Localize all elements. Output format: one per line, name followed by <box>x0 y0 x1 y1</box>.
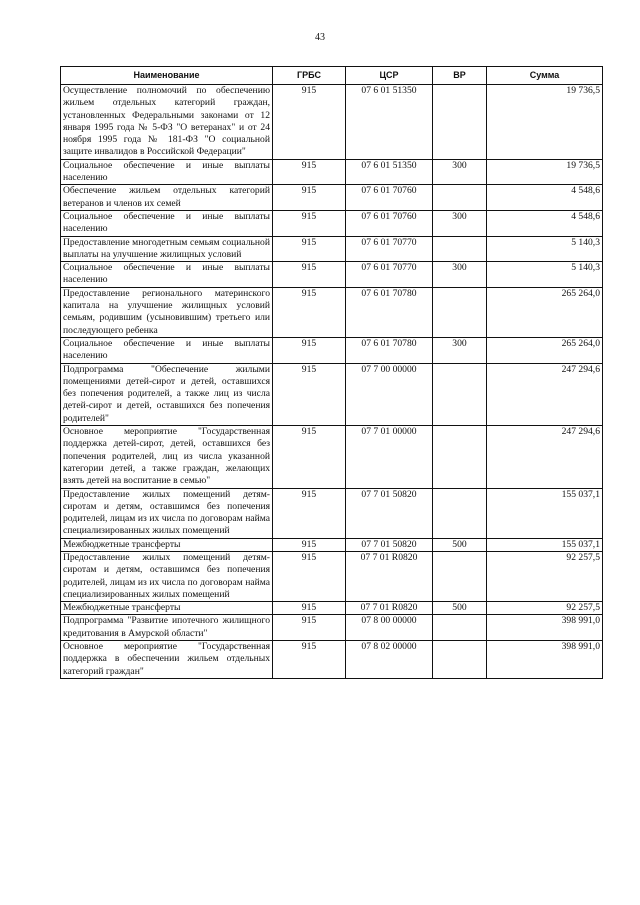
table-row <box>61 159 603 185</box>
row-vr: 500 <box>433 602 487 615</box>
header-sum: Сумма <box>487 67 603 85</box>
row-vr <box>433 236 487 262</box>
row-csr: 07 6 01 51350 <box>346 85 433 160</box>
row-sum: 155 037,1 <box>487 538 603 551</box>
row-grbs: 915 <box>273 159 346 185</box>
row-grbs: 915 <box>273 262 346 288</box>
row-name: Обеспечение жильем отдельных категорий ветеранов и членов их семей <box>61 185 273 211</box>
row-name: Социальное обеспечение и иные выплаты населению <box>61 262 273 288</box>
table-row <box>61 602 603 615</box>
row-grbs: 915 <box>273 538 346 551</box>
table-row <box>61 210 603 236</box>
table-row <box>61 488 603 538</box>
row-sum: 92 257,5 <box>487 602 603 615</box>
row-name: Основное мероприятие "Государственная поддержка детей-сирот, детей, оставшихся без попечения родителей, лиц из числа указанной категории детей, а также граждан, желающих взять детей на воспитание в семью" <box>61 426 273 488</box>
row-csr: 07 8 00 00000 <box>346 615 433 641</box>
row-vr: 500 <box>433 538 487 551</box>
table-row <box>61 85 603 160</box>
row-vr: 300 <box>433 262 487 288</box>
row-vr <box>433 488 487 538</box>
row-csr: 07 6 01 70770 <box>346 236 433 262</box>
budget-table <box>60 66 603 679</box>
row-grbs: 915 <box>273 185 346 211</box>
table-header-row <box>61 67 603 85</box>
row-grbs: 915 <box>273 551 346 601</box>
row-grbs: 915 <box>273 85 346 160</box>
row-vr <box>433 641 487 679</box>
row-grbs: 915 <box>273 641 346 679</box>
row-sum: 19 736,5 <box>487 159 603 185</box>
table-row <box>61 641 603 679</box>
row-vr <box>433 287 487 337</box>
row-name: Межбюджетные трансферты <box>61 538 273 551</box>
row-grbs: 915 <box>273 363 346 425</box>
row-vr <box>433 426 487 488</box>
row-csr: 07 7 01 50820 <box>346 538 433 551</box>
row-csr: 07 6 01 70760 <box>346 210 433 236</box>
row-csr: 07 6 01 70780 <box>346 337 433 363</box>
header-vr: ВР <box>433 67 487 85</box>
row-vr <box>433 615 487 641</box>
row-vr <box>433 551 487 601</box>
row-csr: 07 7 01 R0820 <box>346 551 433 601</box>
row-name: Межбюджетные трансферты <box>61 602 273 615</box>
row-grbs: 915 <box>273 615 346 641</box>
row-vr: 300 <box>433 159 487 185</box>
row-csr: 07 6 01 70770 <box>346 262 433 288</box>
row-grbs: 915 <box>273 602 346 615</box>
row-name: Осуществление полномочий по обеспечению жильем отдельных категорий граждан, установленных Федеральными законами от 12 января 1995 года № 5-ФЗ "О ветеранах" и от 24 ноября 1995 года № 181-ФЗ "О социальной защите инвалидов в Российской Федерации" <box>61 85 273 160</box>
table-row <box>61 538 603 551</box>
row-sum: 398 991,0 <box>487 615 603 641</box>
row-csr: 07 8 02 00000 <box>346 641 433 679</box>
row-csr: 07 6 01 70780 <box>346 287 433 337</box>
row-vr <box>433 85 487 160</box>
table-row <box>61 551 603 601</box>
row-name: Предоставление регионального материнского капитала на улучшение жилищных условий семьям, родившим (усыновившим) третьего или последующего ребенка <box>61 287 273 337</box>
table-row <box>61 615 603 641</box>
table-row <box>61 262 603 288</box>
row-name: Подпрограмма "Обеспечение жилыми помещениями детей-сирот и детей, оставшихся без попечения родителей, а также лиц из числа детей-сирот и детей, оставшихся без попечения родителей" <box>61 363 273 425</box>
row-sum: 398 991,0 <box>487 641 603 679</box>
row-csr: 07 7 01 00000 <box>346 426 433 488</box>
row-sum: 265 264,0 <box>487 337 603 363</box>
row-vr <box>433 363 487 425</box>
row-sum: 155 037,1 <box>487 488 603 538</box>
row-sum: 265 264,0 <box>487 287 603 337</box>
row-sum: 4 548,6 <box>487 210 603 236</box>
row-sum: 19 736,5 <box>487 85 603 160</box>
row-csr: 07 6 01 70760 <box>346 185 433 211</box>
row-grbs: 915 <box>273 488 346 538</box>
row-sum: 4 548,6 <box>487 185 603 211</box>
page-number: 43 <box>315 32 325 43</box>
row-csr: 07 6 01 51350 <box>346 159 433 185</box>
row-name: Социальное обеспечение и иные выплаты населению <box>61 159 273 185</box>
row-grbs: 915 <box>273 236 346 262</box>
row-csr: 07 7 00 00000 <box>346 363 433 425</box>
header-grbs: ГРБС <box>273 67 346 85</box>
row-name: Предоставление жилых помещений детям-сиротам и детям, оставшимся без попечения родителей, лицам из их числа по договорам найма специализированных жилых помещений <box>61 551 273 601</box>
header-csr: ЦСР <box>346 67 433 85</box>
row-vr <box>433 185 487 211</box>
row-grbs: 915 <box>273 426 346 488</box>
table-row <box>61 185 603 211</box>
table-row <box>61 337 603 363</box>
row-sum: 92 257,5 <box>487 551 603 601</box>
row-sum: 5 140,3 <box>487 236 603 262</box>
row-sum: 247 294,6 <box>487 363 603 425</box>
row-name: Подпрограмма "Развитие ипотечного жилищного кредитования в Амурской области" <box>61 615 273 641</box>
row-csr: 07 7 01 50820 <box>346 488 433 538</box>
row-grbs: 915 <box>273 287 346 337</box>
table-row <box>61 287 603 337</box>
row-grbs: 915 <box>273 210 346 236</box>
row-grbs: 915 <box>273 337 346 363</box>
row-vr: 300 <box>433 210 487 236</box>
row-vr: 300 <box>433 337 487 363</box>
row-name: Социальное обеспечение и иные выплаты населению <box>61 337 273 363</box>
row-sum: 5 140,3 <box>487 262 603 288</box>
header-name: Наименование <box>61 67 273 85</box>
table-row <box>61 363 603 425</box>
row-name: Социальное обеспечение и иные выплаты населению <box>61 210 273 236</box>
table-row <box>61 236 603 262</box>
row-name: Основное мероприятие "Государственная поддержка в обеспечении жильем отдельных категорий граждан" <box>61 641 273 679</box>
row-name: Предоставление многодетным семьям социальной выплаты на улучшение жилищных условий <box>61 236 273 262</box>
row-name: Предоставление жилых помещений детям-сиротам и детям, оставшимся без попечения родителей, лицам из их числа по договорам найма специализированных жилых помещений <box>61 488 273 538</box>
row-sum: 247 294,6 <box>487 426 603 488</box>
table-row <box>61 426 603 488</box>
row-csr: 07 7 01 R0820 <box>346 602 433 615</box>
